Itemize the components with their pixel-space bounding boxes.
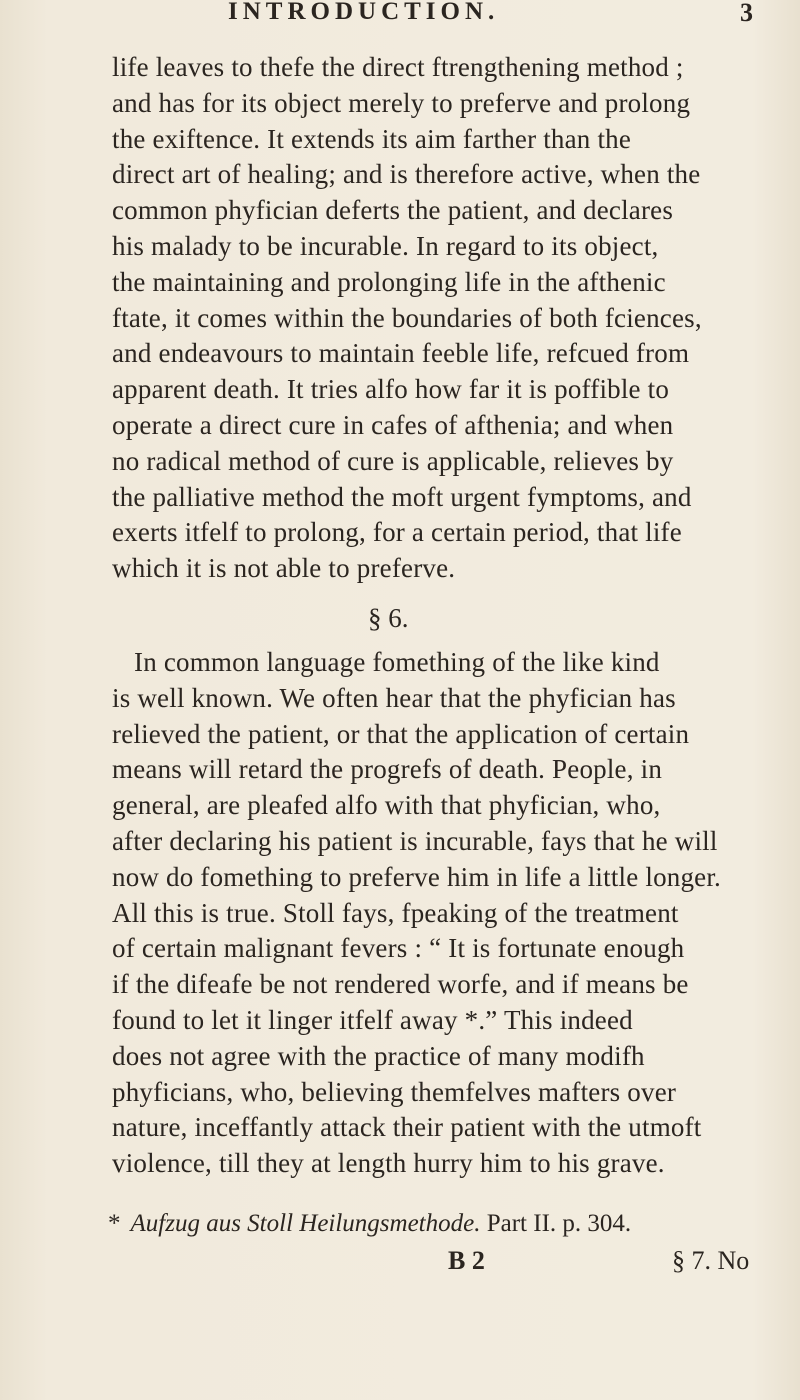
text-line: is well known. We often hear that the phyfician has (112, 682, 676, 713)
page-header (0, 0, 800, 28)
text-line: the palliative method the moft urgent fymptoms, and (112, 481, 692, 512)
text-line: relieved the patient, or that the application of certain (112, 718, 690, 749)
text-line: violence, till they at length hurry him to his grave. (112, 1148, 665, 1179)
text-line: apparent death. It tries alfo how far it is poffible to (112, 374, 670, 405)
page-number: 3 (740, 0, 753, 27)
text-line: operate a direct cure in cafes of afthenia; and when (112, 410, 674, 440)
text-line: if the difeafe be not rendered worfe, and if means be (112, 969, 689, 1000)
section-heading: § 6. (368, 603, 409, 633)
text-line: All this is true. Stoll fays, fpeaking of the treatment (112, 897, 679, 928)
text-line: exerts itfelf to prolong, for a certain period, that life (112, 517, 682, 548)
text-line: does not agree with the practice of many modifh (112, 1040, 645, 1071)
footnote-title: Aufzug aus Stoll Heilungsmethode. (130, 1210, 487, 1237)
text-line: direct art of healing; and is therefore active, when the (112, 159, 701, 190)
footnote (108, 1210, 631, 1238)
text-line: general, are pleafed alfo with that phyfician, who, (112, 790, 661, 821)
text-line: of certain malignant fevers : “ It is fortunate enough (112, 933, 685, 964)
running-head: INTRODUCTION. (228, 0, 500, 25)
footnote-reference: Part II. p. 304. (486, 1210, 632, 1237)
text-line: means will retard the progrefs of death. People, in (112, 754, 663, 785)
text-line: common phyfician deferts the patient, and declares (112, 195, 674, 226)
printer-signature: B 2 (448, 1246, 485, 1275)
text-line: and endeavours to maintain feeble life, refcued from (112, 338, 690, 369)
text-line: found to let it linger itfelf away *.” This indeed (112, 1005, 633, 1035)
text-line: no radical method of cure is applicable, relieves by (112, 445, 674, 476)
text-line: after declaring his patient is incurable, fays that he will (112, 826, 718, 856)
text-line: phyficians, who, believing themfelves mafters over (112, 1076, 677, 1107)
text-line: now do fomething to preferve him in life a little longer. (112, 861, 721, 892)
text-line: and has for its object merely to preferve and prolong (112, 87, 691, 118)
footnote-marker: * (108, 1210, 121, 1237)
text-line: In common language fomething of the like kind (134, 647, 660, 677)
text-line: nature, inceffantly attack their patient with the utmoft (112, 1112, 702, 1143)
text-line: ftate, it comes within the boundaries of both fciences, (112, 302, 702, 333)
text-line: life leaves to thefe the direct ftrengthening method ; (112, 52, 684, 82)
text-line: which it is not able to preferve. (112, 553, 456, 584)
text-line: the exiftence. It extends its aim farther than the (112, 123, 632, 154)
text-line: the maintaining and prolonging life in the afthenic (112, 266, 666, 297)
text-line: his malady to be incurable. In regard to its object, (112, 231, 659, 261)
catchword: § 7. No (672, 1246, 750, 1275)
